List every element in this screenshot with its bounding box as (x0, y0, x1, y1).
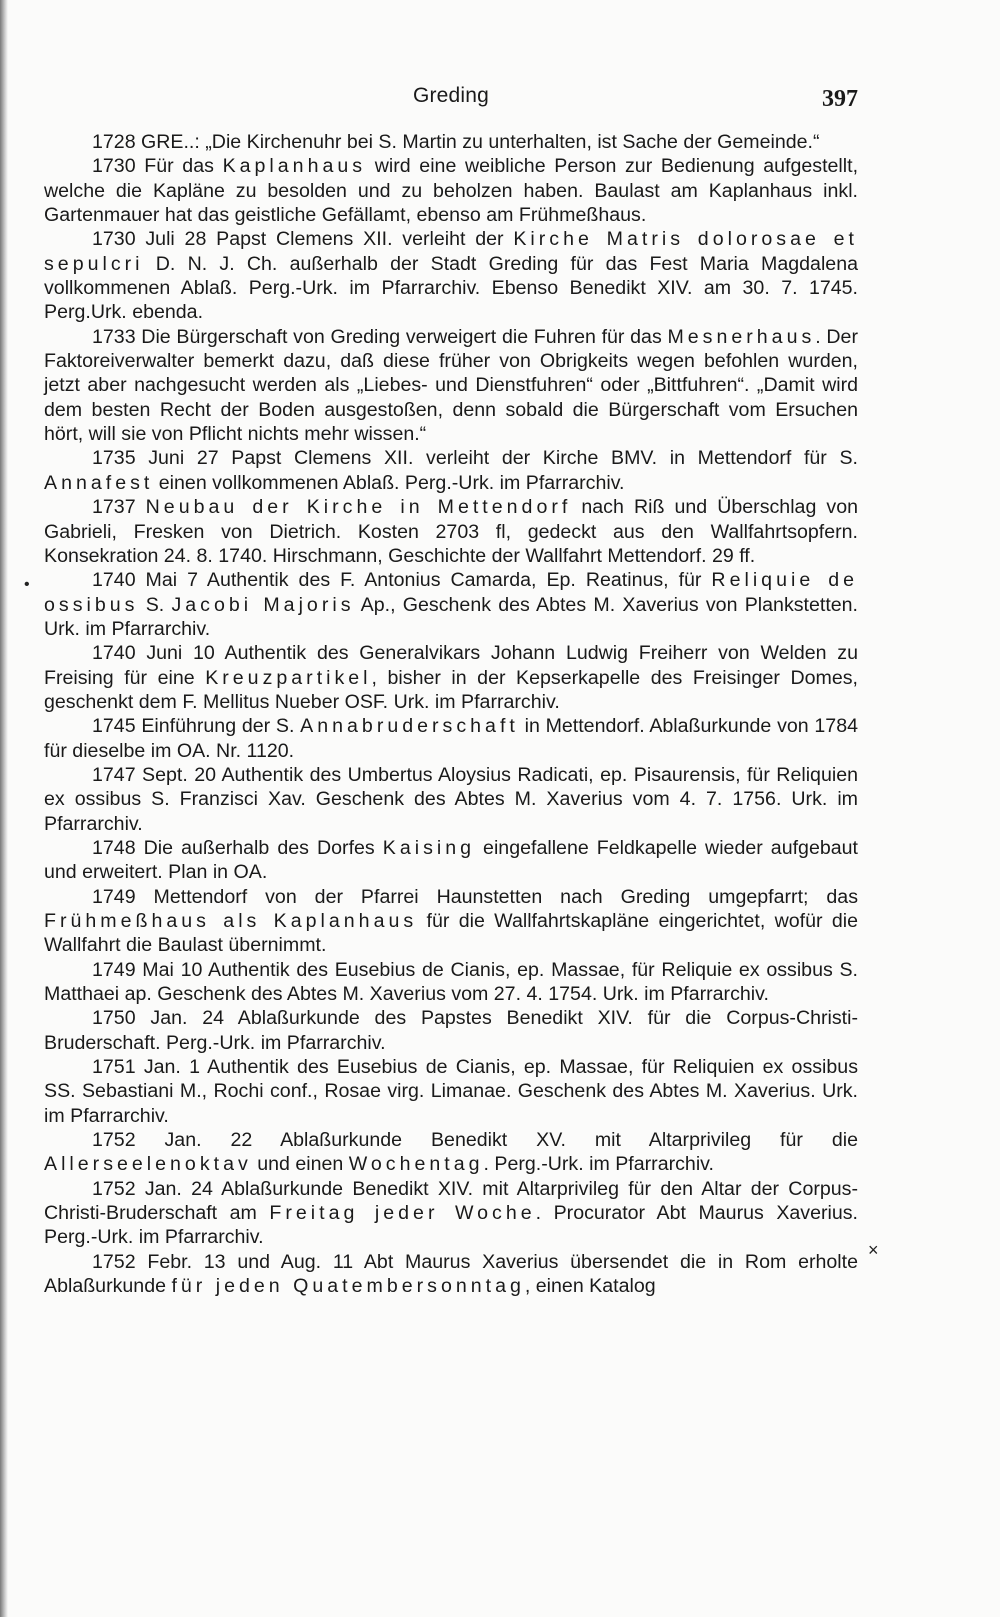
spaced-emphasis-text: Kaplanhaus (222, 155, 367, 178)
chronicle-entry (44, 836, 858, 885)
chronicle-entry (44, 885, 858, 958)
chronicle-entry (44, 763, 858, 836)
entry-text: . Perg.-Urk. im Pfarrarchiv. (483, 1153, 714, 1176)
spaced-emphasis-text: Wochentag (348, 1153, 484, 1176)
entry-text: S. (138, 593, 172, 616)
page-gutter-shadow (0, 0, 8, 1617)
chronicle-entry (44, 154, 858, 227)
page-header (44, 80, 858, 120)
entry-text: 1730 Juli 28 Papst Clemens XII. verleiht der (92, 228, 514, 251)
spaced-emphasis-text: Annabruderschaft (300, 715, 519, 738)
chronicle-entry (44, 325, 858, 447)
entry-text: 1749 Mai 10 Authentik des Eusebius de Cianis, ep. Massae, für Reliquie ex ossibus S. Matthaei ap. Geschenk des Abtes M. Xaverius vom 27. 4. 1754. Urk. im Pfarrarchiv. (44, 958, 858, 1006)
chronicle-entry (44, 641, 858, 714)
entry-text: 1752 Febr. 13 und Aug. 11 Abt Maurus Xaverius übersendet die in Rom erholte Ablaßurkunde (44, 1250, 858, 1298)
running-title: Greding (412, 84, 490, 107)
entry-text: D. N. J. Ch. außerhalb der Stadt Greding für das Fest Maria Magdalena vollkommenen Ablaß. Perg.-Urk. im Pfarrarchiv. Ebenso Benedikt XIV. am 30. 7. 1745. Perg.Urk. ebenda. (44, 252, 858, 324)
entry-text: 1737 (92, 496, 146, 519)
spaced-emphasis-text: Mesnerhaus (667, 325, 816, 348)
spaced-emphasis-text: Freitag jeder Woche (269, 1202, 536, 1225)
entry-text: 1733 Die Bürgerschaft von Greding verweigert die Fuhren für das (92, 325, 668, 348)
spaced-emphasis-text: Kirche Matris dolorosae et sepulcri (44, 228, 858, 275)
spaced-emphasis-text: Neubau der Kirche in Mettendorf (145, 496, 572, 519)
entry-text: nach Riß und Überschlag von Gabrieli, Fresken von Dietrich. Kosten 2703 fl, gedeckt aus den Wallfahrtsopfern. Konsekration 24. 8. 1740. Hirschmann, Geschichte der Wallfahrt Mettendorf. 29 ff. (44, 496, 858, 567)
chronicle-entry (44, 958, 858, 1007)
entry-text: 1730 Für das (92, 155, 223, 178)
spaced-emphasis-text: Annafest (44, 471, 154, 494)
entry-text: 1748 Die außerhalb des Dorfes (92, 836, 383, 859)
chronicle-body-text (44, 130, 858, 1299)
entry-text: 1728 GRE..: „Die Kirchenuhr bei S. Martin zu unterhalten, ist Sache der Gemeinde.“ (92, 131, 820, 153)
spaced-emphasis-text: Kaising (382, 836, 476, 859)
entry-text: 1751 Jan. 1 Authentik des Eusebius de Cianis, ep. Massae, für Reliquien ex ossibus SS. Sebastiani M., Rochi conf., Rosae virg. Limanae. Geschenk des Abtes M. Xaverius. Urk. im Pfarrarchiv. (44, 1056, 858, 1127)
chronicle-entry (44, 495, 858, 568)
spaced-emphasis-text: Reliquie de ossibus (44, 569, 858, 616)
entry-text: in Mettendorf. Ablaßurkunde von 1784 für dieselbe im OA. Nr. 1120. (44, 715, 858, 762)
page-number: 397 (822, 86, 858, 112)
entry-text: 1752 Jan. 24 Ablaßurkunde Benedikt XIV. mit Altarprivileg für den Altar der Corpus-Christi-Bruderschaft am (44, 1177, 858, 1225)
entry-text: 1740 Mai 7 Authentik des F. Antonius Camarda, Ep. Reatinus, für (92, 569, 712, 592)
chronicle-entry (44, 1128, 858, 1177)
entry-text: . Der Faktoreiverwalter bemerkt dazu, daß diese früher von Obrigkeits wegen befohlen wurden, jetzt aber nachgesucht werden als „Liebes- und Dienstfuhren“ oder „Bittfuhren“. „Damit wird dem besten Recht der Boden ausgestoßen, denn sobald die Bürgerschaft vom Ersuchen hört, will sie von Pflicht nichts mehr wissen.“ (44, 325, 858, 446)
margin-cross-mark: × (868, 1240, 879, 1260)
spaced-emphasis-text: Frühmeßhaus als Kaplanhaus (44, 910, 418, 932)
chronicle-entry (44, 446, 858, 495)
spaced-emphasis-text: Jacobi Majoris (171, 593, 355, 616)
entry-text: 1747 Sept. 20 Authentik des Umbertus Aloysius Radicati, ep. Pisaurensis, für Reliquien ex ossibus S. Franzisci Xav. Geschenk des Abtes M. Xaverius vom 4. 7. 1756. Urk. im Pfarrarchiv. (44, 763, 858, 835)
chronicle-entry (44, 130, 858, 154)
chronicle-entry (44, 1006, 858, 1055)
entry-text: 1745 Einführung der S. (92, 715, 301, 738)
entry-text: eingefallene Feldkapelle wieder aufgebaut und erweitert. Plan in OA. (44, 836, 858, 884)
entry-text: , bisher in der Kepserkapelle des Freisinger Domes, geschenkt dem F. Mellitus Nueber OSF. Urk. im Pfarrarchiv. (44, 666, 858, 713)
entry-text: wird eine weibliche Person zur Bedienung aufgestellt, welche die Kapläne zu besolden und zu beholzen haben. Baulast am Kaplanhaus inkl. Gartenmauer hat das geistliche Gefällamt, ebenso am Frühmeßhaus. (44, 155, 859, 227)
spaced-emphasis-text: Allerseelenoktav (44, 1153, 252, 1176)
entry-text: Ap., Geschenk des Abtes M. Xaverius von Plankstetten. Urk. im Pfarrarchiv. (44, 593, 859, 640)
chronicle-entry (44, 714, 858, 763)
entry-text: 1752 Jan. 22 Ablaßurkunde Benedikt XV. mit Altarprivileg für die (92, 1129, 858, 1152)
entry-text: für die Wallfahrtskapläne eingerichtet, wofür die Wallfahrt die Baulast übernimmt. (44, 910, 858, 957)
chronicle-entry (44, 227, 858, 324)
chronicle-entry (44, 568, 858, 641)
spaced-emphasis-text: Kreuzpartikel (205, 666, 372, 689)
entry-text: 1740 Juni 10 Authentik des Generalvikars Johann Ludwig Freiherr von Welden zu Freising für eine (44, 642, 858, 689)
entry-text: , einen Katalog (524, 1275, 656, 1298)
entry-text: 1735 Juni 27 Papst Clemens XII. verleiht der Kirche BMV. in Mettendorf für S. (92, 447, 858, 470)
entry-text: 1749 Mettendorf von der Pfarrei Haunstetten nach Greding umgepfarrt; das (92, 885, 858, 908)
entry-text: 1750 Jan. 24 Ablaßurkunde des Papstes Benedikt XIV. für die Corpus-Christi-Bruderschaft. Perg.-Urk. im Pfarrarchiv. (44, 1007, 858, 1054)
entry-text: einen vollkommenen Ablaß. Perg.-Urk. im Pfarrarchiv. (153, 471, 625, 494)
chronicle-entry (44, 1177, 858, 1250)
chronicle-entry (44, 1055, 858, 1128)
margin-bullet-mark: • (24, 576, 30, 593)
entry-text: . Procurator Abt Maurus Xaverius. Perg.-Urk. im Pfarrarchiv. (44, 1202, 858, 1249)
entry-text: und einen (251, 1153, 349, 1176)
chronicle-entry (44, 1250, 858, 1299)
spaced-emphasis-text: für jeden Quatembersonntag (171, 1275, 525, 1298)
